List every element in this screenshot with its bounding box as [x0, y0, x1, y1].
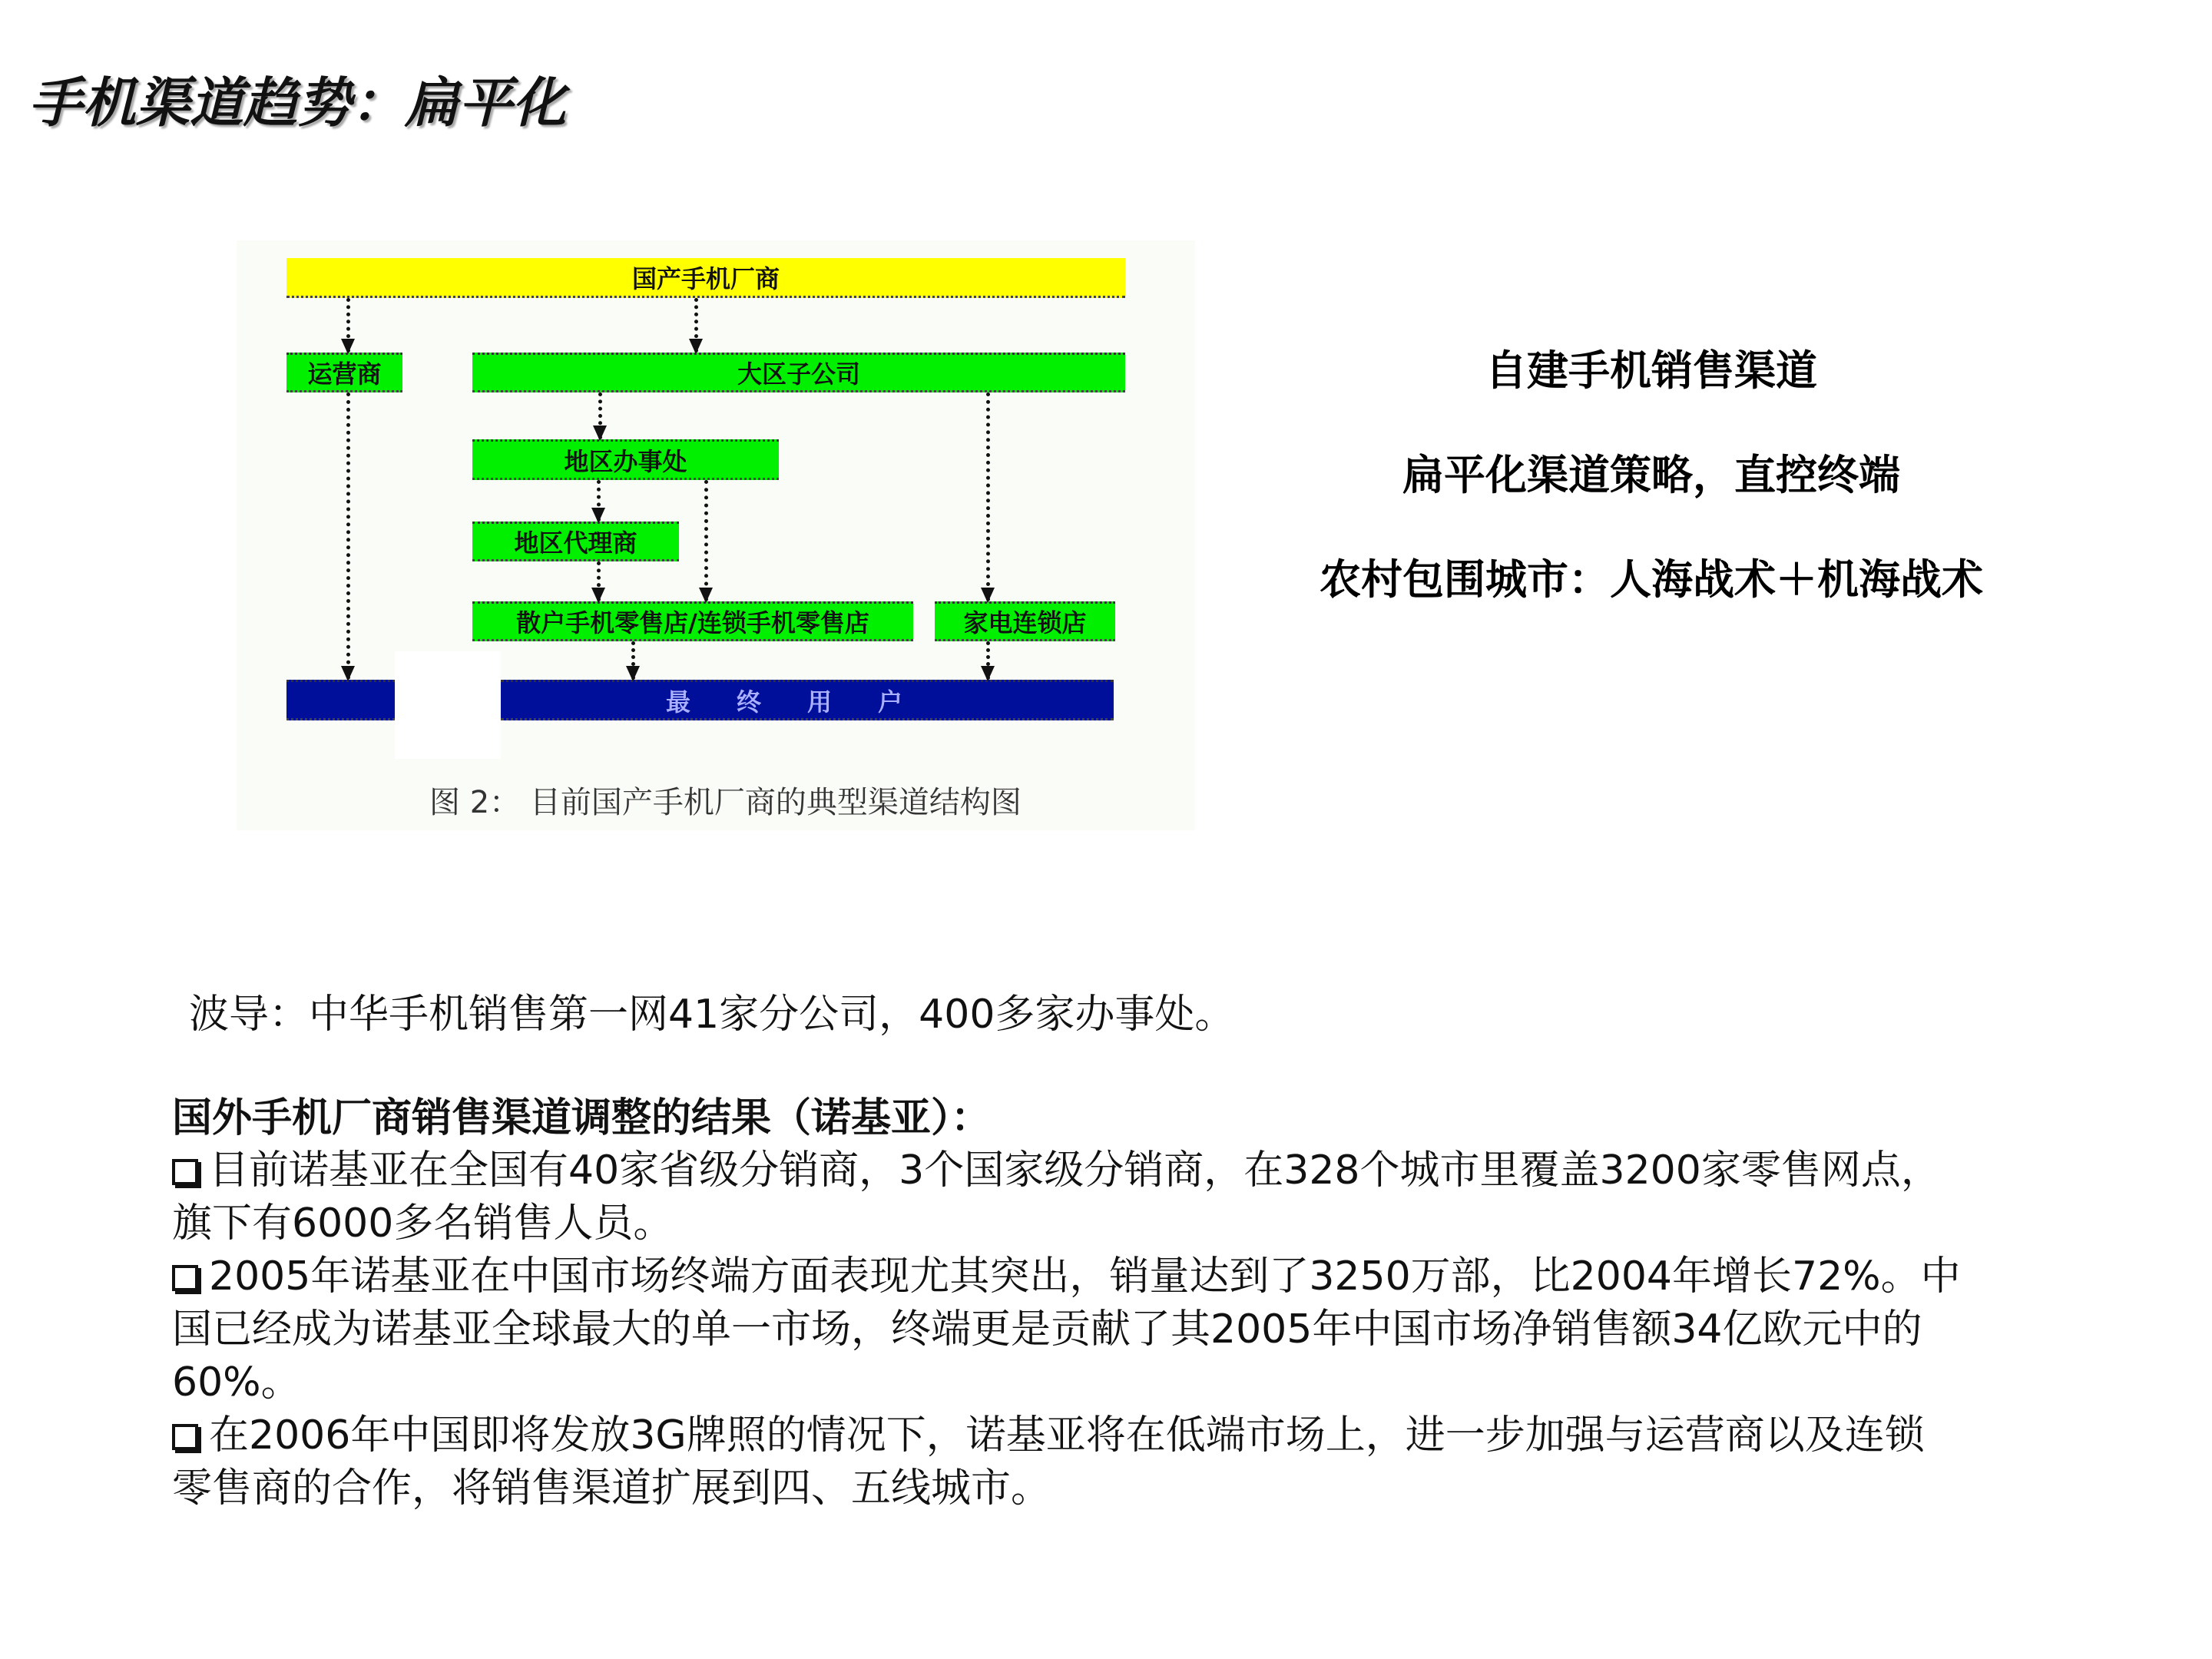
body-line — [172, 1402, 1925, 1460]
arrow-icon — [986, 392, 990, 601]
body-line — [172, 1349, 301, 1407]
right-point-2: 扁平化渠道策略，直控终端 — [1402, 451, 1900, 499]
arrow-icon — [704, 480, 708, 601]
diagram-caption: 图 2： 目前国产手机厂商的典型渠道结构图 — [429, 785, 1022, 820]
arrow-icon — [598, 392, 602, 439]
body-line-text: 国已经成为诺基亚全球最大的单一市场，终端更是贡献了其2005年中国市场净销售额34亿欧元中的 — [172, 1306, 1922, 1353]
arrow-icon — [597, 561, 601, 601]
arrow-icon — [694, 298, 698, 353]
box-end-user: 最终用户 — [501, 680, 1114, 720]
image-gap — [395, 651, 501, 759]
body-line-text: 旗下有6000多名销售人员。 — [172, 1200, 674, 1247]
page-title: 手机渠道趋势：扁平化 — [28, 71, 566, 134]
box-manufacturer: 国产手机厂商 — [286, 258, 1125, 298]
box-regional-subsidiary: 大区子公司 — [472, 353, 1125, 392]
box-appliance-chain: 家电连锁店 — [935, 601, 1115, 641]
box-regional-office: 地区办事处 — [472, 439, 779, 480]
body-line — [172, 1137, 1941, 1195]
box-retail-stores: 散户手机零售店/连锁手机零售店 — [472, 601, 913, 641]
arrow-icon — [631, 641, 635, 680]
body-line-text: 在2006年中国即将发放3G牌照的情况下，诺基亚将在低端市场上，进一步加强与运营商以及连锁 — [209, 1412, 1925, 1459]
box-end-user-left — [286, 680, 395, 720]
box-regional-agent: 地区代理商 — [472, 522, 679, 561]
right-point-3: 农村包围城市：人海战术＋机海战术 — [1320, 555, 1983, 604]
body-line-text: 目前诺基亚在全国有40家省级分销商，3个国家级分销商，在328个城市里覆盖3200家零售网点， — [209, 1147, 1941, 1194]
body-line — [172, 1296, 1922, 1354]
arrow-icon — [986, 641, 990, 680]
body-line-text: 60%。 — [172, 1359, 301, 1406]
body-line-text: 2005年诺基亚在中国市场终端方面表现尤其突出，销量达到了3250万部，比2004年增长72%。中 — [209, 1253, 1961, 1300]
channel-structure-diagram — [237, 240, 1195, 830]
arrow-icon — [346, 392, 350, 680]
checkbox-bullet-icon — [172, 1265, 198, 1291]
checkbox-bullet-icon — [172, 1424, 198, 1450]
checkbox-bullet-icon — [172, 1159, 198, 1185]
arrow-icon — [346, 298, 350, 353]
body-line — [172, 1455, 1051, 1513]
right-point-1: 自建手机销售渠道 — [1485, 346, 1817, 395]
body-line-text: 零售商的合作，将销售渠道扩展到四、五线城市。 — [172, 1465, 1051, 1512]
body-line — [172, 1190, 673, 1248]
nokia-heading: 国外手机厂商销售渠道调整的结果（诺基亚）： — [172, 1095, 992, 1141]
arrow-icon — [597, 480, 601, 522]
bird-note: 波导：中华手机销售第一网41家分公司，400多家办事处。 — [189, 992, 1235, 1038]
box-operator: 运营商 — [286, 353, 402, 392]
body-line — [172, 1243, 1961, 1301]
